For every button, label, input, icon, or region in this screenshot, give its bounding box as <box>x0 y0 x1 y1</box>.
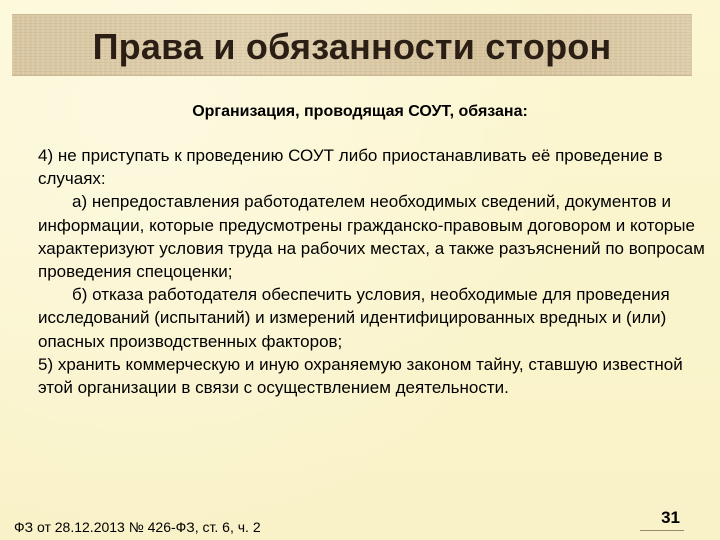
paragraph-item-4b: б) отказа работодателя обеспечить условия, необходимые для проведения исследований (испытаний) и измерений идентифицированных вредных и (или) опасных производственных факторов; <box>38 285 670 351</box>
legal-reference: ФЗ от 28.12.2013 № 426-ФЗ, ст. 6, ч. 2 <box>14 519 261 535</box>
paragraph-item-4: 4) не приступать к проведению СОУТ либо приостанавливать её проведение в случаях: <box>38 146 663 189</box>
slide-title: Права и обязанности сторон <box>92 26 612 67</box>
page-number-underline <box>640 530 684 531</box>
paragraph-item-4a: а) непредоставления работодателем необходимых сведений, документов и информации, которые предусмотрены гражданско-правовым договором и которые характеризуют условия труда на рабочих местах, а также разъяснений по вопросам проведения спецоценки; <box>38 192 705 282</box>
paragraph-item-5: 5) хранить коммерческую и иную охраняемую законом тайну, ставшую известной этой организации в связи с осуществлением деятельности. <box>38 354 683 398</box>
body-text <box>38 144 708 399</box>
title-band <box>12 14 692 76</box>
slide-subtitle: Организация, проводящая СОУТ, обязана: <box>192 103 528 120</box>
page-number: 31 <box>661 508 680 527</box>
